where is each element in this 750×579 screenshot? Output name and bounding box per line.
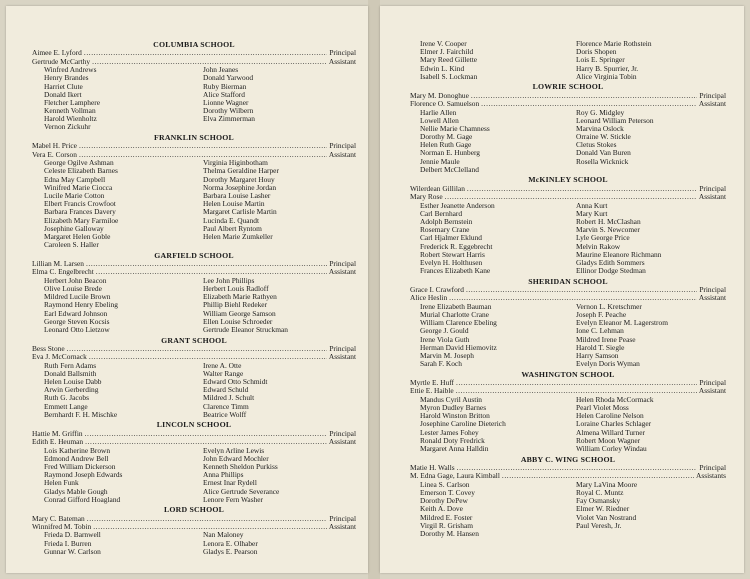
student-name: Winfred Andrews <box>44 66 97 75</box>
dot-leader <box>86 260 327 268</box>
school-heading: SHERIDAN SCHOOL <box>528 276 608 286</box>
student-name: Mandus Cyril Austin <box>420 395 483 404</box>
student-name: Lucinda E. Quandt <box>203 216 260 225</box>
student-name: Dorothy M. Hansen <box>420 529 479 538</box>
school-section <box>32 40 356 132</box>
dot-leader <box>467 185 697 193</box>
student-name-list <box>32 159 356 249</box>
staff-role: Assistant <box>328 56 356 66</box>
student-name: Leonard Otto Lietzow <box>44 325 110 334</box>
student-name: Caroleen S. Haller <box>44 241 99 250</box>
student-name: Elizabeth Marie Rathyen <box>203 293 277 302</box>
staff-row <box>32 268 356 276</box>
staff-row <box>410 193 726 201</box>
dot-leader <box>93 523 327 531</box>
staff-row <box>410 379 726 387</box>
staff-role: Assistant <box>698 99 726 109</box>
student-name: Lois E. Springer <box>576 56 625 65</box>
staff-role: Principal <box>699 183 726 193</box>
student-name <box>203 241 356 249</box>
student-name: Jennie Maule <box>420 157 460 166</box>
student-name: Arwin Gerberding <box>44 386 99 395</box>
student-name: Vernon L. Kretschmer <box>576 302 642 311</box>
student-name: Ellen Louise Schroeder <box>203 317 273 326</box>
student-name-list <box>410 396 726 453</box>
school-heading: COLUMBIA SCHOOL <box>153 40 235 49</box>
dot-leader <box>96 268 327 276</box>
staff-row <box>32 151 356 159</box>
student-name: Gertrude Eleanor Struckman <box>203 325 288 334</box>
school-heading: GRANT SCHOOL <box>161 335 227 345</box>
student-name: Robert Moon Wagner <box>576 436 641 445</box>
student-name: Harold Winston Britton <box>420 412 490 421</box>
staff-name: Vera E. Corson <box>32 149 77 159</box>
student-name: Linea S. Carlson <box>420 480 470 489</box>
student-name: Paul Veresh, Jr. <box>576 521 622 530</box>
student-name: Nellie Marie Chamness <box>420 124 490 133</box>
student-name: Helen Ruth Gage <box>420 141 472 150</box>
staff-role: Principal <box>699 462 726 472</box>
student-name: Lester James Fohey <box>420 428 479 437</box>
school-section <box>410 370 726 453</box>
student-name: Lionne Wagner <box>203 98 249 107</box>
staff-name: Mabel H. Price <box>32 141 77 151</box>
student-name: Kenneth Sheldon Purkiss <box>203 462 278 471</box>
school-heading: FRANKLIN SCHOOL <box>154 133 234 143</box>
student-name: Edna May Campbell <box>44 175 106 184</box>
student-name: Dorothy DePew <box>420 497 468 506</box>
dot-leader <box>87 515 328 523</box>
student-name: Helen Marie Zumkeller <box>203 232 273 241</box>
student-name-list <box>32 277 356 334</box>
right-page <box>380 6 744 573</box>
student-name: Maurine Eleanore Richmann <box>576 250 662 259</box>
staff-row <box>32 438 356 446</box>
school-heading: LINCOLN SCHOOL <box>156 420 232 430</box>
staff-name: Aimee E. Lyford <box>32 48 82 58</box>
student-name: John Jeanes <box>203 66 239 75</box>
student-name: Edward Otto Schmidt <box>203 378 268 387</box>
student-name-list <box>32 362 356 419</box>
student-name: Helen Caroline Nelson <box>576 412 644 421</box>
dot-leader <box>445 193 697 201</box>
student-name: Helen Louise Dabb <box>44 378 102 387</box>
student-name: Lenora E. Olhaber <box>203 539 258 548</box>
staff-role: Principal <box>329 48 356 58</box>
student-name: Gunnar W. Carlson <box>44 547 101 556</box>
staff-name: Elma C. Engelbrecht <box>32 267 94 277</box>
staff-role: Principal <box>329 141 356 151</box>
staff-row <box>410 294 726 302</box>
student-name: Lois Katherine Brown <box>44 446 111 455</box>
student-name: Evelyn H. Holthusen <box>420 258 483 267</box>
dot-leader <box>84 49 327 57</box>
student-name: Carl Bernhard <box>420 209 463 218</box>
student-name: Henry Brandes <box>44 74 89 83</box>
student-name: Florence Marie Rothstein <box>576 40 652 48</box>
school-section <box>410 277 726 369</box>
student-name: Elva Zimmerman <box>203 115 255 124</box>
school-heading: GARFIELD SCHOOL <box>154 250 234 260</box>
student-name: Delbert McClelland <box>420 165 479 174</box>
student-name: John Edward Mochler <box>203 454 269 463</box>
student-name: Dorothy Wilbern <box>203 107 254 116</box>
student-name: Herbert John Beacon <box>44 276 107 285</box>
student-name: Norman E. Hunberg <box>420 149 481 158</box>
staff-role: Assistant <box>328 149 356 159</box>
student-name: Royal C. Muntz <box>576 488 624 497</box>
staff-row <box>410 185 726 193</box>
student-name: Helen Louise Martin <box>203 200 265 209</box>
dot-leader <box>466 286 697 294</box>
student-name: Harold Wienholtz <box>44 115 97 124</box>
student-name: Irene V. Cooper <box>420 40 467 48</box>
student-name: Irene Viola Guth <box>420 335 470 344</box>
student-name-list <box>32 447 356 504</box>
staff-row <box>32 58 356 66</box>
student-name: Alice Virginia Tobin <box>576 72 637 81</box>
student-name <box>203 123 356 131</box>
student-name: Thelma Geraldine Harper <box>203 167 279 176</box>
staff-role: Assistant <box>328 522 356 532</box>
staff-name: Mary C. Bateman <box>32 513 85 523</box>
student-name: Paul Albert Ryntom <box>203 224 262 233</box>
staff-role: Assistant <box>328 437 356 447</box>
staff-row <box>32 523 356 531</box>
student-name: Walter Range <box>203 369 244 378</box>
student-name: Pearl Violet Moss <box>576 404 629 413</box>
student-name <box>576 166 726 174</box>
student-name: Emerson T. Covey <box>420 488 475 497</box>
staff-name: M. Edna Gage, Laura Kimball <box>410 471 500 481</box>
page-gutter <box>368 0 380 579</box>
student-name: Earl Edward Johnson <box>44 309 108 318</box>
staff-name: Mary Rose <box>410 192 443 202</box>
school-heading: McKINLEY SCHOOL <box>528 175 608 185</box>
dot-leader <box>92 58 327 66</box>
student-name: Donald Van Buren <box>576 149 631 158</box>
student-name: Dorothy Margaret Houy <box>203 175 275 184</box>
staff-name: Myrtle E. Huff <box>410 378 454 388</box>
student-name: Barbara Frances Davery <box>44 208 116 217</box>
student-name: Margaret Anna Halldin <box>420 445 489 453</box>
student-name: Virgil R. Grisham <box>420 521 474 530</box>
dot-leader <box>79 142 327 150</box>
student-name: Evelyn Eleanor M. Lagerstrom <box>576 319 668 328</box>
student-name-list <box>410 109 726 175</box>
staff-role: Principal <box>329 259 356 269</box>
staff-row <box>32 142 356 150</box>
student-name: Almena Willard Turner <box>576 428 645 437</box>
student-name: Josephine Galloway <box>44 224 104 233</box>
student-name: George J. Gould <box>420 327 469 336</box>
right-page-content <box>410 40 726 538</box>
student-name: Fletcher Lamphere <box>44 98 101 107</box>
student-name: Frieda D. Barnwell <box>44 531 101 540</box>
student-name: Mildred E. Foster <box>420 513 473 522</box>
student-name: Robert H. McClashan <box>576 217 641 226</box>
student-name: Conrad Gifford Hoagland <box>44 495 121 504</box>
student-name: Myron Dudley Barnes <box>420 404 487 413</box>
student-name: Gladys Mable Gough <box>44 487 108 496</box>
left-page <box>6 6 368 573</box>
student-name: Mildred J. Schult <box>203 394 255 403</box>
student-name: Lyle George Price <box>576 234 630 243</box>
student-name: Lee John Phillips <box>203 276 255 285</box>
staff-role: Principal <box>699 285 726 295</box>
staff-name: Lillian M. Larsen <box>32 259 84 269</box>
student-name: William George Samson <box>203 309 276 318</box>
staff-role: Principal <box>699 378 726 388</box>
school-heading: LORD SCHOOL <box>163 505 225 515</box>
student-name: Carl Hjalmer Eklund <box>420 234 482 243</box>
student-name-list <box>410 303 726 369</box>
dot-leader <box>471 92 697 100</box>
student-name: Lenore Fern Washer <box>203 495 264 504</box>
staff-row <box>410 387 726 395</box>
student-name: Mildred Irene Pease <box>576 335 636 344</box>
student-name: Alice Stafford <box>203 90 245 99</box>
student-name: Celeste Elizabeth Barnes <box>44 167 118 176</box>
staff-name: Edith E. Heuman <box>32 437 84 447</box>
school-section <box>410 82 726 174</box>
student-name: Donald Ikert <box>44 90 82 99</box>
student-name: Vernon Zickuhr <box>44 123 91 132</box>
student-name: Fay Osmansky <box>576 497 621 506</box>
staff-row <box>32 353 356 361</box>
student-name: Mary Kurt <box>576 209 608 218</box>
student-name: Frederick R. Eggebrecht <box>420 242 493 251</box>
staff-role: Assistant <box>328 352 356 362</box>
school-section <box>410 175 726 275</box>
student-name: Orraine W. Stickle <box>576 133 631 142</box>
student-name: Melvin Rakow <box>576 242 621 251</box>
student-name: Frieda I. Burren <box>44 539 92 548</box>
student-name: Keith A. Dove <box>420 505 463 514</box>
student-name: Adolph Bernstein <box>420 217 473 226</box>
student-name: Donald Ballsmith <box>44 369 97 378</box>
student-name: Phillip Biehl Redeker <box>203 301 268 310</box>
student-name: George Steven Kocsis <box>44 317 110 326</box>
student-name: Ruth Fern Adams <box>44 361 97 370</box>
student-name: Ellinor Dodge Stedman <box>576 267 646 276</box>
staff-name: Florence O. Samuelson <box>410 99 480 109</box>
dot-leader <box>449 294 697 302</box>
student-name: Harry Samson <box>576 351 619 360</box>
staff-name: Winnifred M. Tobin <box>32 522 92 532</box>
student-name: Rosella Wicknick <box>576 157 629 166</box>
student-name: Anna Phillips <box>203 471 244 480</box>
student-name: Josephine Caroline Dieterich <box>420 420 506 429</box>
student-name: Norma Josephine Jordan <box>203 183 277 192</box>
student-name: Robert Stewart Harris <box>420 250 485 259</box>
school-section <box>32 505 356 556</box>
school-heading: WASHINGTON SCHOOL <box>521 369 615 379</box>
student-name: Winifred Marie Ciocca <box>44 183 113 192</box>
student-name: Margaret Helen Goble <box>44 232 111 241</box>
student-name: Irene A. Otte <box>203 361 242 370</box>
dot-leader <box>456 379 697 387</box>
staff-role: Principal <box>329 428 356 438</box>
student-name-list <box>32 66 356 132</box>
student-name: Elmer J. Fairchild <box>420 48 474 57</box>
student-name: Edward Schuld <box>203 386 249 395</box>
student-name: Edmond Andrew Bell <box>44 454 109 463</box>
student-name: Ione C. Lehman <box>576 327 624 336</box>
staff-name: Wilerdean Gillilan <box>410 183 465 193</box>
student-name: Irene Elizabeth Bauman <box>420 302 492 311</box>
student-name-list <box>410 40 726 81</box>
student-name: Marvin M. Joseph <box>420 351 474 360</box>
student-name: Frances Elizabeth Kane <box>420 267 491 276</box>
student-name: Virginia Higinbotham <box>203 159 268 168</box>
staff-name: Hattie M. Griffin <box>32 428 83 438</box>
student-name <box>576 530 726 538</box>
student-name: Mary LaVina Moore <box>576 480 638 489</box>
student-name: Harry B. Spurrier, Jr. <box>576 64 639 73</box>
staff-role: Assistants <box>696 471 726 481</box>
student-name: Mary Reed Gillette <box>420 56 478 65</box>
staff-role: Principal <box>329 513 356 523</box>
dot-leader <box>67 345 328 353</box>
student-name: Herbert Louis Radloff <box>203 285 269 294</box>
student-name: Ernest Inar Rydell <box>203 479 257 488</box>
left-page-content <box>32 40 356 556</box>
staff-row <box>410 100 726 108</box>
school-heading: LOWRIE SCHOOL <box>532 82 604 92</box>
student-name: Sarah F. Koch <box>420 360 462 369</box>
student-name: Olive Louise Brede <box>44 285 102 294</box>
student-name: George Ogilve Ashman <box>44 159 114 168</box>
staff-role: Assistant <box>698 192 726 202</box>
student-name: Roy G. Midgley <box>576 108 625 117</box>
school-section <box>32 133 356 249</box>
student-name: Kenneth Vollman <box>44 107 96 116</box>
student-name: Ruth G. Jacobs <box>44 394 89 403</box>
student-name-list <box>32 531 356 556</box>
student-name: Marvin S. Newcomer <box>576 226 640 235</box>
student-name: Marvina Oslock <box>576 124 624 133</box>
student-name: William Corley Windau <box>576 445 647 453</box>
student-name: Bernhardt F. H. Mischke <box>44 410 118 419</box>
student-name: Helen Funk <box>44 479 79 488</box>
staff-row <box>410 286 726 294</box>
staff-name: Ettie E. Haible <box>410 386 454 396</box>
student-name: Nan Maloney <box>203 531 244 540</box>
student-name: Gladys E. Pearson <box>203 547 258 556</box>
staff-name: Mary M. Donoghue <box>410 90 469 100</box>
student-name: Lucile Marie Cotton <box>44 191 105 200</box>
dot-leader <box>481 100 697 108</box>
school-section <box>410 455 726 538</box>
student-name: Helen Rhoda McCormack <box>576 395 654 404</box>
student-name: Cletus Stokes <box>576 141 617 150</box>
staff-role: Principal <box>699 90 726 100</box>
student-name: Edwin L. Kind <box>420 64 465 73</box>
student-name: Rosemary Crane <box>420 226 470 235</box>
student-name: Evelyn Arline Lewis <box>203 446 265 455</box>
student-name: Ronald Doty Fredrick <box>420 436 485 445</box>
student-name: Harold T. Siegle <box>576 343 625 352</box>
student-name: Emmett Lange <box>44 402 88 411</box>
student-name: Elizabeth Mary Farmiloe <box>44 216 119 225</box>
student-name: Violet Van Nostrand <box>576 513 637 522</box>
school-section <box>32 251 356 334</box>
student-name: Dorothy M. Gage <box>420 133 473 142</box>
staff-role: Assistant <box>328 267 356 277</box>
dot-leader <box>79 151 327 159</box>
staff-name: Bess Stone <box>32 343 65 353</box>
dot-leader <box>89 353 327 361</box>
dot-leader <box>502 472 694 480</box>
student-name: Alice Gertrude Severance <box>203 487 280 496</box>
staff-name: Grace I. Crawford <box>410 285 464 295</box>
student-name: Esther Jeanette Anderson <box>420 201 495 210</box>
student-name: Fred William Dickerson <box>44 462 116 471</box>
student-name: Doris Shopen <box>576 48 617 57</box>
student-name: Loraine Charles Schlager <box>576 420 652 429</box>
dot-leader <box>85 430 328 438</box>
student-name: Evelyn Doris Wyman <box>576 360 640 369</box>
student-name: Donald Yarwood <box>203 74 254 83</box>
dot-leader <box>456 387 697 395</box>
student-name: Anna Kurt <box>576 201 608 210</box>
staff-role: Principal <box>329 343 356 353</box>
student-name: Mildred Lucile Brown <box>44 293 111 302</box>
staff-name: Eva J. McCornack <box>32 352 87 362</box>
staff-name: Gertrude McCarthy <box>32 56 91 66</box>
school-section <box>32 420 356 503</box>
staff-role: Assistant <box>698 293 726 303</box>
student-name: Clarence Timm <box>203 402 249 411</box>
student-name: Murial Charlotte Crane <box>420 311 489 319</box>
staff-role: Assistant <box>698 386 726 396</box>
student-name: Barbara Louise Lasher <box>203 191 271 200</box>
student-name: Elbert Francis Crowfoot <box>44 200 116 209</box>
dot-leader <box>85 438 327 446</box>
student-name: Joseph F. Peache <box>576 311 627 319</box>
school-section <box>32 336 356 419</box>
staff-row <box>410 472 726 480</box>
student-name: Ruby Bierman <box>203 82 247 91</box>
student-name: Raymond Henry Ebeling <box>44 301 118 310</box>
student-name-list <box>410 202 726 276</box>
student-name: Isabell S. Lockman <box>420 72 478 81</box>
student-name: Harriet Clute <box>44 82 83 91</box>
student-name: Leonard William Peterson <box>576 116 654 125</box>
student-name: Beatrice Wolff <box>203 410 247 419</box>
student-name: Margaret Carlisle Martin <box>203 208 277 217</box>
student-name: Herman David Hiemovitz <box>420 343 497 352</box>
student-name: Lowell Allen <box>420 116 459 125</box>
student-name-list <box>410 481 726 538</box>
student-name: Elmer W. Riedner <box>576 505 630 514</box>
student-name: William Clarence Ebeling <box>420 319 497 328</box>
staff-name: Matie H. Walls <box>410 462 455 472</box>
student-name: Raymond Joseph Edwards <box>44 471 123 480</box>
student-name: Gladys Edith Sommers <box>576 258 645 267</box>
student-name: Harlie Allen <box>420 108 457 117</box>
staff-name: Alice Heslin <box>410 293 448 303</box>
school-heading: ABBY C. WING SCHOOL <box>520 454 616 464</box>
